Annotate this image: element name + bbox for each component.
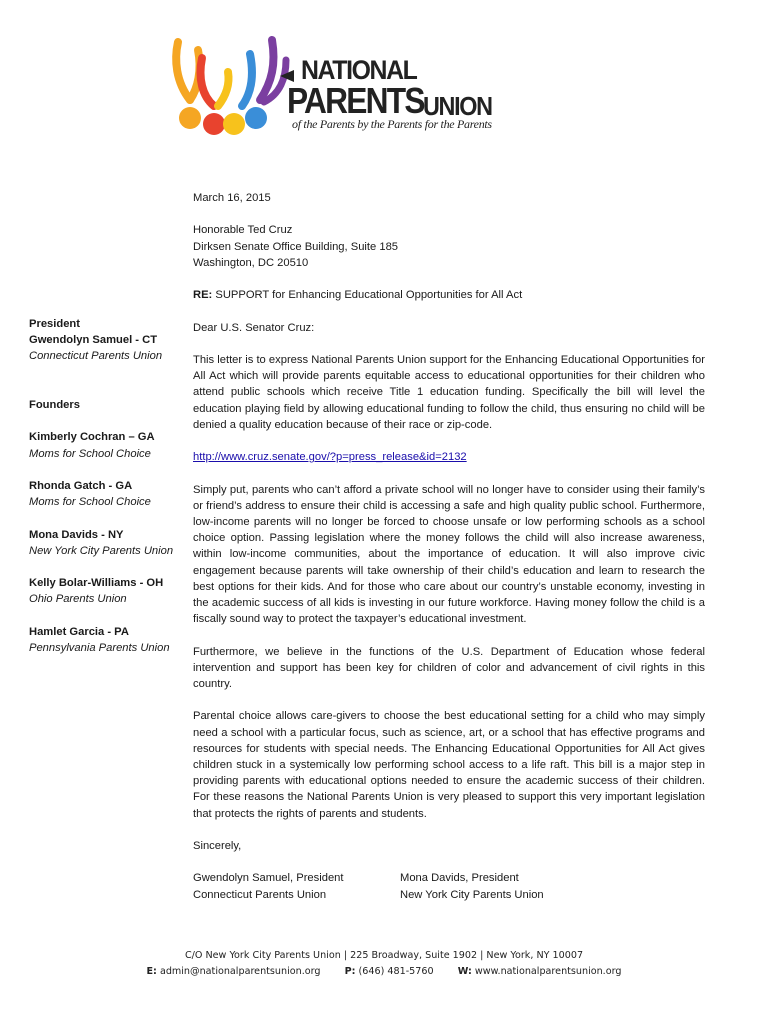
paragraph-2: Simply put, parents who can’t afford a private school will no longer have to consider using their family’s or friend’s address to ensure their child is accessing a safe and high quality public school. Furthermore, low-income parents will no longer be forced to choose unsafe or low performing schools as a school choice option. Passing legislation where the money follows the child will also increase awareness, within low-income communities, about the importance of education. It will also improve civic engagement because parents will take ownership of their child’s education and learn to research the best options for their kids. And for those who care about our country’s unstable economy, investing in the academic success of all kids is investing in our future workforce. Having money follow the child is a fiscally sound way to protect the taxpayer’s educational investment. bbox=[193, 483, 705, 626]
signatures bbox=[193, 870, 705, 902]
paragraph-3: Furthermore, we believe in the functions of the U.S. Department of Education whose federal intervention and support has been key for children of color and advancement of civil rights in this country. bbox=[193, 645, 705, 690]
founder-name: Rhonda Gatch - GA bbox=[29, 479, 133, 492]
press-release-link-line bbox=[193, 449, 705, 465]
footer-web[interactable]: www.nationalparentsunion.org bbox=[471, 966, 622, 977]
footer-email-label: E: bbox=[146, 966, 157, 977]
subject-text: SUPPORT for Enhancing Educational Opportunities for All Act bbox=[212, 289, 523, 302]
recipient-line: Honorable Ted Cruz bbox=[193, 224, 293, 237]
signer-2 bbox=[400, 870, 607, 902]
signer-1-name: Gwendolyn Samuel, President bbox=[193, 872, 344, 885]
logo bbox=[168, 30, 508, 140]
press-release-link[interactable]: http://www.cruz.senate.gov/?p=press_release&id=2132 bbox=[193, 451, 467, 464]
president-heading: President bbox=[29, 318, 80, 330]
president-name: Gwendolyn Samuel - CT bbox=[29, 334, 158, 347]
subject-line bbox=[193, 287, 705, 303]
founders-heading-block bbox=[29, 397, 187, 413]
signer-1-org: Connecticut Parents Union bbox=[193, 888, 327, 901]
signer-2-name: Mona Davids, President bbox=[400, 872, 519, 885]
founder-item bbox=[29, 527, 187, 559]
logo-figures-icon bbox=[168, 30, 296, 140]
recipient-line: Washington, DC 20510 bbox=[193, 256, 309, 269]
signer-2-org: New York City Parents Union bbox=[400, 888, 544, 901]
logo-word-parents: PARENTS bbox=[287, 80, 424, 121]
founder-name: Mona Davids - NY bbox=[29, 528, 124, 541]
closing: Sincerely, bbox=[193, 839, 242, 852]
founder-name: Hamlet Garcia - PA bbox=[29, 625, 129, 638]
founder-org: New York City Parents Union bbox=[29, 544, 174, 557]
footer bbox=[0, 948, 768, 980]
founder-item bbox=[29, 624, 187, 656]
logo-word-national: NATIONAL bbox=[301, 55, 417, 85]
founder-item bbox=[29, 429, 187, 461]
founder-org: Ohio Parents Union bbox=[29, 593, 127, 606]
founder-name: Kelly Bolar-Williams - OH bbox=[29, 577, 164, 590]
paragraph-4: Parental choice allows care-givers to choose the best educational setting for a child who may simply need a school with a particular focus, such as science, art, or a school that has effective programs and resources for students with special needs. The Enhancing Educational Opportunities for All Act gives children stuck in a systemically low performing school access to a life raft. This bill is a major step in providing parents with educational options needed to ensure the academic success of their children. For these reasons the National Parents Union is very pleased to support this very important legislation that protects the rights of parents and students. bbox=[193, 710, 705, 820]
founder-item bbox=[29, 478, 187, 510]
recipient-line: Dirksen Senate Office Building, Suite 185 bbox=[193, 240, 399, 253]
founder-name: Kimberly Cochran – GA bbox=[29, 431, 155, 444]
founders-heading: Founders bbox=[29, 399, 80, 411]
sidebar-officers bbox=[29, 316, 187, 672]
founder-org: Moms for School Choice bbox=[29, 496, 151, 509]
letter-body bbox=[193, 190, 705, 903]
paragraph-1: This letter is to express National Parents Union support for the Enhancing Educational Opportunities for All Act which will provide parents equitable access to educational opportunities for their children who attend public schools which receive Title 1 education funding. Specifically the bill will level the education playing field by allowing educational funding to follow the child, thus ensuring no child will be denied a quality education because of their race or zip-code. bbox=[193, 353, 705, 431]
footer-phone: (646) 481-5760 bbox=[355, 966, 434, 977]
footer-contacts bbox=[0, 964, 768, 980]
signer-1 bbox=[193, 870, 400, 902]
letter-date: March 16, 2015 bbox=[193, 192, 271, 204]
president-org: Connecticut Parents Union bbox=[29, 350, 163, 363]
recipient-address bbox=[193, 222, 705, 271]
footer-address: C/O New York City Parents Union | 225 Broadway, Suite 1902 | New York, NY 10007 bbox=[184, 950, 584, 961]
subject-label: RE: bbox=[193, 289, 213, 302]
footer-phone-label: P: bbox=[344, 966, 356, 977]
founder-item bbox=[29, 575, 187, 607]
logo-tagline: of the Parents by the Parents for the Parents bbox=[292, 117, 492, 131]
president-block bbox=[29, 316, 187, 365]
footer-web-label: W: bbox=[457, 966, 472, 977]
logo-word-union: UNION bbox=[423, 91, 492, 121]
footer-email[interactable]: admin@nationalparentsunion.org bbox=[156, 966, 321, 977]
founder-org: Moms for School Choice bbox=[29, 447, 151, 460]
founder-org: Pennsylvania Parents Union bbox=[29, 641, 170, 654]
salutation: Dear U.S. Senator Cruz: bbox=[193, 321, 315, 334]
